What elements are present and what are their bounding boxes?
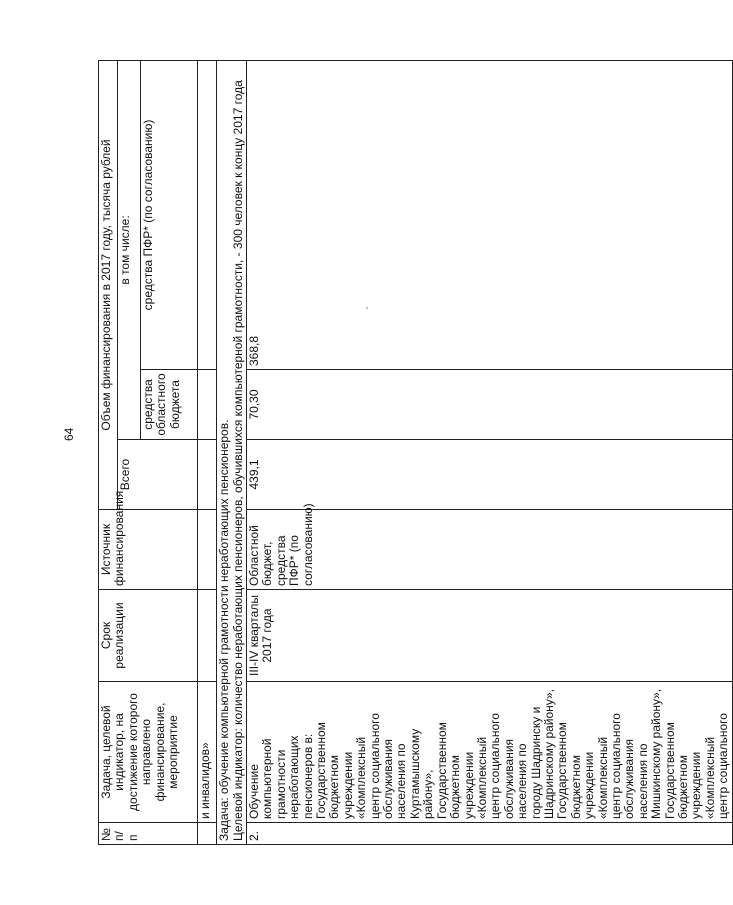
cell-term: III-IV кварталы 2017 года [247,590,733,682]
table-row [198,60,217,844]
header-row [99,60,118,844]
col-header-term: Срок реализации [99,590,198,682]
table-row [247,60,733,844]
cell-num: 2. [247,823,733,845]
goal-row [217,60,247,844]
col-header-pfr: средства ПФР* (по согласованию) [141,60,198,369]
col-header-total: Всего [118,440,198,510]
cell-total: 439,1 [247,440,733,510]
col-header-num: № п/п [99,823,198,845]
financing-table [98,60,733,845]
cell-activity: Обучение компьютерной грамотности неработающих пенсионеров в: Государственном бюджетном учреждении «Комплексный центр социального обслуживания населения по Куртамышскому району», Государственном бюджетном учреждении «Комплексный центр социального обслуживания населения по городу Шадринску и Шадринскому району», Государственном бюджетном учреждении «Комплексный центр социального обслуживания населения по Мишкинскому району», Государственном бюджетном учреждении «Комплексный центр социального [247,682,733,823]
goal-indicator: Целевой индикатор: количество неработающих пенсионеров, обучившихся компьютерной грамотности, - 300 человек к концу 2017 года [230,80,245,841]
page-number: 64 [62,427,76,441]
prev-row-text: и инвалидов» [198,682,217,823]
col-header-source: Источник финансирования [99,510,198,590]
col-header-regional: средства областного бюджета [141,370,198,440]
cell-source: Областной бюджет, средства ПФР* (по согласованию) [247,510,733,590]
col-header-including: в том числе: [118,60,141,439]
goal-task: Задача: обучение компьютерной грамотности неработающих пенсионеров. [217,419,231,841]
col-header-task: Задача, целевой индикатор, на достижение которого направлено финансирование, мероприятие [99,682,198,823]
col-header-volume: Объем финансирования в 2017 году, тысяча рублей [99,60,118,509]
cell-pfr: 368,8 [247,60,733,369]
rotated-page [98,61,731,845]
cell-regional: 70,30 [247,370,733,440]
